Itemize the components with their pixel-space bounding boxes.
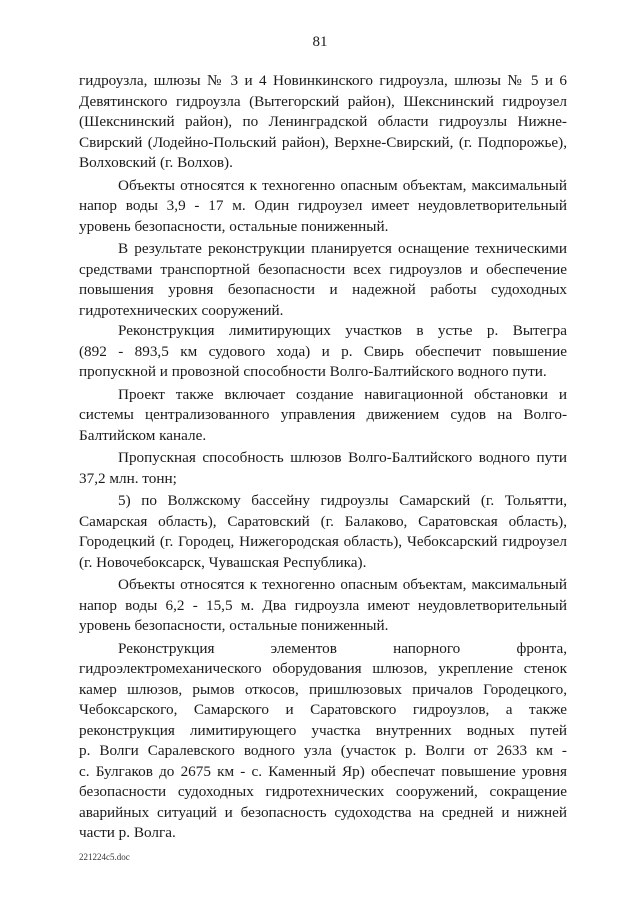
paragraph (79, 575, 567, 637)
paragraph (79, 491, 567, 573)
text-line: уровень безопасности, остальные пониженный. (79, 617, 389, 634)
text-line: 5) по Волжскому бассейну гидроузлы Самарский (г. Тольятти, (118, 492, 567, 509)
paragraph (79, 176, 567, 238)
text-line: повышения уровня безопасности и надежной работы судоходных (79, 281, 567, 298)
text-line: безопасности судоходных гидротехнических сооружений, сокращение (79, 783, 567, 800)
text-line: Реконструкция лимитирующих участков в устье р. Вытегра (118, 322, 567, 339)
text-line: Объекты относятся к техногенно опасным объектам, максимальный (118, 176, 567, 194)
text-line: (г. Новочебоксарск, Чувашская Республика). (79, 553, 367, 571)
text-line: Объекты относятся к техногенно опасным объектам, максимальный (118, 576, 567, 593)
text-line: с. Булгаков до 2675 км - с. Каменный Яр) обеспечат повышение уровня (79, 762, 567, 780)
paragraph (79, 321, 567, 383)
text-line: системы централизованного управления движением судов на Волго- (79, 406, 567, 423)
text-line: камер шлюзов, рымов откосов, пришлюзовых причалов Городецкого, (79, 680, 567, 698)
text-line: В результате реконструкции планируется оснащение техническими (118, 240, 567, 257)
text-line: гидроэлектромеханического оборудования шлюзов, укрепление стенок (79, 660, 567, 677)
text-line: гидроузла, шлюзы № 3 и 4 Новинкинского гидроузла, шлюзы № 5 и 6 (79, 72, 567, 89)
paragraph (79, 385, 567, 447)
text-line: средствами транспортной безопасности всех гидроузлов и обеспечение (79, 260, 567, 278)
text-line: уровень безопасности, остальные пониженный. (79, 217, 389, 235)
text-line: Чебоксарского, Самарского и Саратовского гидроузлов, а также (79, 701, 567, 718)
text-line: р. Волги Саралевского водного узла (участок р. Волги от 2633 км - (79, 742, 567, 759)
document-body (79, 71, 567, 844)
paragraph (79, 639, 567, 844)
text-line: Самарская область), Саратовский (г. Балаково, Саратовская область), (79, 512, 567, 530)
text-line: реконструкция лимитирующего участка внутренних водных путей (79, 721, 567, 739)
text-line: напор воды 3,9 - 17 м. Один гидроузел имеет неудовлетворительный (79, 197, 567, 214)
text-line: аварийных ситуаций и безопасность судоходства на средней и нижней (79, 803, 567, 821)
text-line: Девятинского гидроузла (Вытегорский район), Шекснинский гидроузел (79, 92, 567, 110)
paragraph (79, 448, 567, 489)
text-line: части р. Волга. (79, 824, 176, 841)
text-line: Реконструкция элементов напорного фронта, (118, 639, 567, 657)
text-line: (Шекснинский район), по Ленинградской области гидроузлы Нижне- (79, 113, 567, 130)
text-line: Пропускная способность шлюзов Волго-Балтийского водного пути (118, 449, 567, 466)
text-line: Свирский (Лодейно-Польский район), Верхне-Свирский, (г. Подпорожье), (79, 133, 567, 151)
text-line: пропускной и провозной способности Волго-Балтийского водного пути. (79, 363, 547, 380)
text-line: напор воды 6,2 - 15,5 м. Два гидроузла имеют неудовлетворительный (79, 596, 567, 614)
text-line: Городецкий (г. Городец, Нижегородская область), Чебоксарский гидроузел (79, 533, 567, 550)
text-line: (892 - 893,5 км судового хода) и р. Свирь обеспечит повышение (79, 342, 567, 360)
text-line: Проект также включает создание навигационной обстановки и (118, 385, 567, 403)
page-number: 81 (312, 34, 328, 50)
text-line: Балтийском канале. (79, 426, 207, 444)
text-line: гидротехнических сооружений. (79, 301, 284, 319)
text-line: 37,2 млн. тонн; (79, 469, 177, 487)
footer-file-code: 221224c5.doc (79, 852, 130, 862)
text-line: Волховский (г. Волхов). (79, 154, 233, 171)
paragraph (79, 71, 567, 174)
paragraph (79, 239, 567, 321)
